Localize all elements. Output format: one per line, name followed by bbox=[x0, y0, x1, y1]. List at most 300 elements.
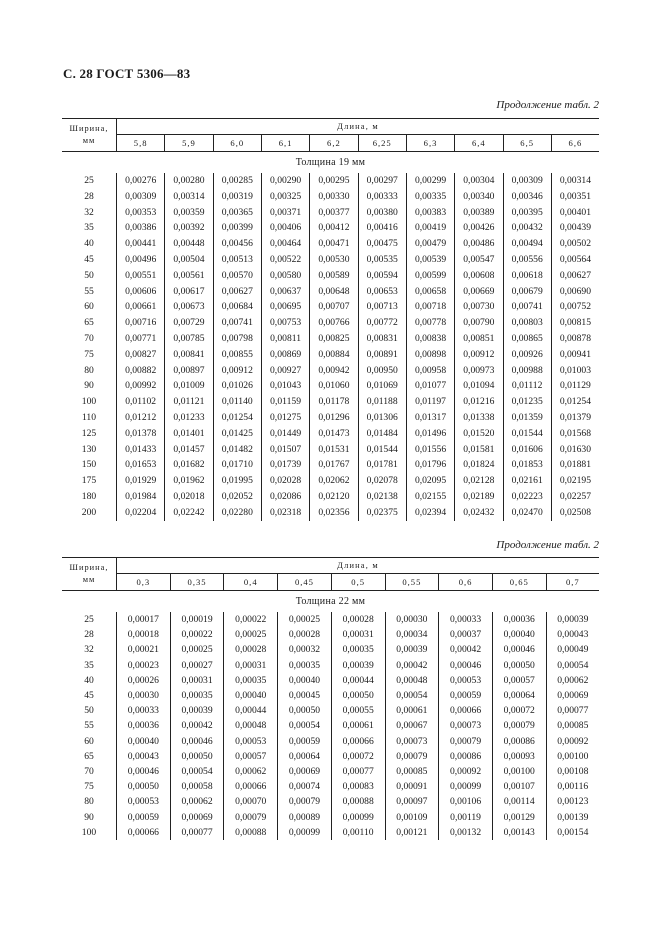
length-column-header: Длина, м bbox=[117, 119, 600, 135]
width-cell: 32 bbox=[84, 206, 94, 218]
value-cell: 0,00564 bbox=[551, 252, 599, 268]
value-cell: 0,00035 bbox=[170, 688, 224, 703]
value-cell: 0,00031 bbox=[170, 673, 224, 688]
value-cell: 0,02223 bbox=[503, 489, 551, 505]
table-continuation-label: Продолжение табл. 2 bbox=[496, 539, 599, 551]
value-cell: 0,00897 bbox=[165, 363, 213, 379]
value-cell: 0,00073 bbox=[439, 718, 493, 733]
width-cell: 60 bbox=[84, 735, 94, 747]
value-cell: 0,00019 bbox=[170, 612, 224, 627]
value-cell: 0,00771 bbox=[117, 331, 165, 347]
value-cell: 0,00073 bbox=[385, 734, 439, 749]
table-row bbox=[62, 703, 599, 718]
table-row bbox=[62, 378, 599, 394]
length-cell: 0,7 bbox=[546, 574, 599, 591]
value-cell: 0,00035 bbox=[224, 673, 278, 688]
value-cell: 0,00661 bbox=[117, 299, 165, 315]
value-cell: 0,00057 bbox=[224, 749, 278, 764]
width-cell: 45 bbox=[84, 253, 94, 265]
value-cell: 0,00139 bbox=[546, 810, 599, 825]
value-cell: 0,00050 bbox=[170, 749, 224, 764]
value-cell: 0,00143 bbox=[492, 825, 546, 840]
value-cell: 0,00062 bbox=[546, 673, 599, 688]
value-cell: 0,00330 bbox=[310, 189, 358, 205]
length-cell: 6,25 bbox=[358, 135, 406, 152]
value-cell: 0,00030 bbox=[385, 612, 439, 627]
length-cell: 0,45 bbox=[278, 574, 332, 591]
value-cell: 0,01606 bbox=[503, 442, 551, 458]
table-row bbox=[62, 299, 599, 315]
value-cell: 0,00551 bbox=[117, 268, 165, 284]
value-cell: 0,00055 bbox=[331, 703, 385, 718]
value-cell: 0,00099 bbox=[439, 779, 493, 794]
value-cell: 0,00033 bbox=[439, 612, 493, 627]
value-cell: 0,01043 bbox=[261, 378, 309, 394]
value-cell: 0,00580 bbox=[261, 268, 309, 284]
length-cell: 0,5 bbox=[331, 574, 385, 591]
width-cell: 200 bbox=[81, 506, 97, 518]
value-cell: 0,00280 bbox=[165, 173, 213, 189]
value-cell: 0,00314 bbox=[551, 173, 599, 189]
value-cell: 0,00042 bbox=[170, 718, 224, 733]
width-cell: 125 bbox=[81, 427, 97, 439]
value-cell: 0,02280 bbox=[213, 505, 261, 521]
value-cell: 0,00927 bbox=[261, 363, 309, 379]
volume-table-19mm bbox=[62, 118, 599, 521]
value-cell: 0,01962 bbox=[165, 473, 213, 489]
value-cell: 0,00958 bbox=[406, 363, 454, 379]
value-cell: 0,00070 bbox=[224, 794, 278, 809]
value-cell: 0,00046 bbox=[439, 658, 493, 673]
value-cell: 0,00023 bbox=[117, 658, 171, 673]
value-cell: 0,00074 bbox=[278, 779, 332, 794]
value-cell: 0,00054 bbox=[546, 658, 599, 673]
value-cell: 0,00340 bbox=[455, 189, 503, 205]
value-cell: 0,00116 bbox=[546, 779, 599, 794]
length-cell: 0,65 bbox=[492, 574, 546, 591]
value-cell: 0,00803 bbox=[503, 315, 551, 331]
value-cell: 0,00099 bbox=[331, 810, 385, 825]
length-cell: 6,5 bbox=[503, 135, 551, 152]
value-cell: 0,00741 bbox=[503, 299, 551, 315]
value-cell: 0,02508 bbox=[551, 505, 599, 521]
value-cell: 0,00608 bbox=[455, 268, 503, 284]
value-cell: 0,01159 bbox=[261, 394, 309, 410]
value-cell: 0,00050 bbox=[117, 779, 171, 794]
width-cell: 70 bbox=[84, 766, 94, 778]
value-cell: 0,00406 bbox=[261, 220, 309, 236]
value-cell: 0,00106 bbox=[439, 794, 493, 809]
value-cell: 0,02242 bbox=[165, 505, 213, 521]
value-cell: 0,01378 bbox=[117, 426, 165, 442]
length-cell: 6,3 bbox=[406, 135, 454, 152]
width-cell: 65 bbox=[84, 317, 94, 329]
table-row bbox=[62, 410, 599, 426]
value-cell: 0,01433 bbox=[117, 442, 165, 458]
value-cell: 0,01212 bbox=[117, 410, 165, 426]
value-cell: 0,00504 bbox=[165, 252, 213, 268]
length-values-row bbox=[62, 135, 599, 152]
value-cell: 0,01338 bbox=[455, 410, 503, 426]
width-cell: 25 bbox=[84, 614, 94, 625]
value-cell: 0,00741 bbox=[213, 315, 261, 331]
value-cell: 0,01060 bbox=[310, 378, 358, 394]
value-cell: 0,00377 bbox=[310, 205, 358, 221]
value-cell: 0,00040 bbox=[278, 673, 332, 688]
width-cell: 60 bbox=[84, 301, 94, 313]
page-title: С. 28 ГОСТ 5306—83 bbox=[63, 66, 191, 81]
value-cell: 0,00048 bbox=[385, 673, 439, 688]
table-row bbox=[62, 779, 599, 794]
value-cell: 0,00079 bbox=[439, 734, 493, 749]
value-cell: 0,01581 bbox=[455, 442, 503, 458]
value-cell: 0,00017 bbox=[117, 612, 171, 627]
value-cell: 0,00684 bbox=[213, 299, 261, 315]
value-cell: 0,00399 bbox=[213, 220, 261, 236]
length-cell: 6,0 bbox=[213, 135, 261, 152]
value-cell: 0,00053 bbox=[224, 734, 278, 749]
value-cell: 0,00441 bbox=[117, 236, 165, 252]
value-cell: 0,00039 bbox=[546, 612, 599, 627]
value-cell: 0,00627 bbox=[551, 268, 599, 284]
value-cell: 0,00535 bbox=[358, 252, 406, 268]
value-cell: 0,01630 bbox=[551, 442, 599, 458]
value-cell: 0,00539 bbox=[406, 252, 454, 268]
value-cell: 0,00716 bbox=[117, 315, 165, 331]
value-cell: 0,00032 bbox=[278, 642, 332, 657]
value-cell: 0,00072 bbox=[492, 703, 546, 718]
width-cell: 175 bbox=[81, 475, 97, 487]
width-cell: 130 bbox=[81, 443, 97, 455]
thickness-label: Толщина 19 мм bbox=[295, 157, 366, 168]
width-column-header: Ширина, мм bbox=[62, 119, 117, 152]
value-cell: 0,00043 bbox=[117, 749, 171, 764]
length-cell: 6,1 bbox=[261, 135, 309, 152]
table-row bbox=[62, 658, 599, 673]
width-cell: 28 bbox=[84, 190, 94, 202]
value-cell: 0,00395 bbox=[503, 205, 551, 221]
value-cell: 0,00119 bbox=[439, 810, 493, 825]
value-cell: 0,00891 bbox=[358, 347, 406, 363]
value-cell: 0,01094 bbox=[455, 378, 503, 394]
table-row bbox=[62, 284, 599, 300]
value-cell: 0,01995 bbox=[213, 473, 261, 489]
value-cell: 0,00040 bbox=[492, 627, 546, 642]
value-cell: 0,01009 bbox=[165, 378, 213, 394]
value-cell: 0,01233 bbox=[165, 410, 213, 426]
value-cell: 0,00648 bbox=[310, 284, 358, 300]
value-cell: 0,00618 bbox=[503, 268, 551, 284]
value-cell: 0,00091 bbox=[385, 779, 439, 794]
value-cell: 0,00099 bbox=[278, 825, 332, 840]
table-row bbox=[62, 315, 599, 331]
value-cell: 0,00031 bbox=[224, 658, 278, 673]
value-cell: 0,00486 bbox=[455, 236, 503, 252]
value-cell: 0,00027 bbox=[170, 658, 224, 673]
width-cell: 110 bbox=[81, 411, 97, 423]
value-cell: 0,00494 bbox=[503, 236, 551, 252]
value-cell: 0,00556 bbox=[503, 252, 551, 268]
value-cell: 0,00045 bbox=[278, 688, 332, 703]
value-cell: 0,00033 bbox=[117, 703, 171, 718]
value-cell: 0,00061 bbox=[331, 718, 385, 733]
value-cell: 0,00766 bbox=[310, 315, 358, 331]
value-cell: 0,02028 bbox=[261, 473, 309, 489]
value-cell: 0,00028 bbox=[278, 627, 332, 642]
length-cell: 6,6 bbox=[551, 135, 599, 152]
value-cell: 0,01781 bbox=[358, 457, 406, 473]
value-cell: 0,02155 bbox=[406, 489, 454, 505]
value-cell: 0,01653 bbox=[117, 457, 165, 473]
value-cell: 0,00351 bbox=[551, 189, 599, 205]
value-cell: 0,00412 bbox=[310, 220, 358, 236]
value-cell: 0,01359 bbox=[503, 410, 551, 426]
value-cell: 0,01556 bbox=[406, 442, 454, 458]
value-cell: 0,01473 bbox=[310, 426, 358, 442]
value-cell: 0,01275 bbox=[261, 410, 309, 426]
value-cell: 0,00110 bbox=[331, 825, 385, 840]
value-cell: 0,00570 bbox=[213, 268, 261, 284]
value-cell: 0,00297 bbox=[358, 173, 406, 189]
value-cell: 0,00154 bbox=[546, 825, 599, 840]
table-row bbox=[62, 426, 599, 442]
value-cell: 0,00658 bbox=[406, 284, 454, 300]
value-cell: 0,00042 bbox=[385, 658, 439, 673]
value-cell: 0,00299 bbox=[406, 173, 454, 189]
value-cell: 0,00044 bbox=[331, 673, 385, 688]
value-cell: 0,00079 bbox=[492, 718, 546, 733]
width-cell: 35 bbox=[84, 222, 94, 234]
value-cell: 0,00049 bbox=[546, 642, 599, 657]
value-cell: 0,00042 bbox=[439, 642, 493, 657]
value-cell: 0,00062 bbox=[224, 764, 278, 779]
value-cell: 0,00878 bbox=[551, 331, 599, 347]
value-cell: 0,00825 bbox=[310, 331, 358, 347]
table-row bbox=[62, 642, 599, 657]
value-cell: 0,01544 bbox=[503, 426, 551, 442]
value-cell: 0,01824 bbox=[455, 457, 503, 473]
value-cell: 0,01984 bbox=[117, 489, 165, 505]
value-cell: 0,00036 bbox=[492, 612, 546, 627]
table-row bbox=[62, 612, 599, 627]
length-cell: 6,4 bbox=[455, 135, 503, 152]
value-cell: 0,00050 bbox=[278, 703, 332, 718]
value-cell: 0,00021 bbox=[117, 642, 171, 657]
value-cell: 0,00083 bbox=[331, 779, 385, 794]
value-cell: 0,00617 bbox=[165, 284, 213, 300]
value-cell: 0,00772 bbox=[358, 315, 406, 331]
value-cell: 0,00059 bbox=[278, 734, 332, 749]
value-cell: 0,00037 bbox=[439, 627, 493, 642]
value-cell: 0,00941 bbox=[551, 347, 599, 363]
value-cell: 0,00025 bbox=[224, 627, 278, 642]
value-cell: 0,00028 bbox=[331, 612, 385, 627]
width-cell: 90 bbox=[84, 811, 94, 823]
value-cell: 0,00085 bbox=[385, 764, 439, 779]
value-cell: 0,00022 bbox=[170, 627, 224, 642]
value-cell: 0,01140 bbox=[213, 394, 261, 410]
value-cell: 0,01296 bbox=[310, 410, 358, 426]
value-cell: 0,00841 bbox=[165, 347, 213, 363]
value-cell: 0,01254 bbox=[213, 410, 261, 426]
width-cell: 75 bbox=[84, 781, 94, 793]
value-cell: 0,00606 bbox=[117, 284, 165, 300]
value-cell: 0,00522 bbox=[261, 252, 309, 268]
value-cell: 0,00276 bbox=[117, 173, 165, 189]
value-cell: 0,01457 bbox=[165, 442, 213, 458]
value-cell: 0,00064 bbox=[492, 688, 546, 703]
table-row bbox=[62, 473, 599, 489]
value-cell: 0,00599 bbox=[406, 268, 454, 284]
value-cell: 0,00669 bbox=[455, 284, 503, 300]
value-cell: 0,00085 bbox=[546, 718, 599, 733]
width-cell: 35 bbox=[84, 659, 94, 671]
value-cell: 0,00036 bbox=[117, 718, 171, 733]
value-cell: 0,01003 bbox=[551, 363, 599, 379]
value-cell: 0,00309 bbox=[503, 173, 551, 189]
table-row bbox=[62, 189, 599, 205]
value-cell: 0,02318 bbox=[261, 505, 309, 521]
table-row bbox=[62, 347, 599, 363]
width-cell: 90 bbox=[84, 380, 94, 392]
value-cell: 0,00353 bbox=[117, 205, 165, 221]
value-cell: 0,00851 bbox=[455, 331, 503, 347]
value-cell: 0,01449 bbox=[261, 426, 309, 442]
value-cell: 0,02018 bbox=[165, 489, 213, 505]
value-cell: 0,00314 bbox=[165, 189, 213, 205]
value-cell: 0,00129 bbox=[492, 810, 546, 825]
value-cell: 0,00513 bbox=[213, 252, 261, 268]
value-cell: 0,00050 bbox=[492, 658, 546, 673]
value-cell: 0,00988 bbox=[503, 363, 551, 379]
length-values-row bbox=[62, 574, 599, 591]
value-cell: 0,00679 bbox=[503, 284, 551, 300]
table-row bbox=[62, 810, 599, 825]
value-cell: 0,01929 bbox=[117, 473, 165, 489]
value-cell: 0,02128 bbox=[455, 473, 503, 489]
value-cell: 0,00707 bbox=[310, 299, 358, 315]
value-cell: 0,02161 bbox=[503, 473, 551, 489]
value-cell: 0,00050 bbox=[331, 688, 385, 703]
table-row bbox=[62, 673, 599, 688]
table-row bbox=[62, 489, 599, 505]
value-cell: 0,00057 bbox=[492, 673, 546, 688]
width-cell: 75 bbox=[84, 348, 94, 360]
value-cell: 0,00097 bbox=[385, 794, 439, 809]
table-row bbox=[62, 734, 599, 749]
value-cell: 0,00950 bbox=[358, 363, 406, 379]
value-cell: 0,00432 bbox=[503, 220, 551, 236]
value-cell: 0,00046 bbox=[117, 764, 171, 779]
table-row bbox=[62, 394, 599, 410]
value-cell: 0,00730 bbox=[455, 299, 503, 315]
table-row bbox=[62, 794, 599, 809]
value-cell: 0,02095 bbox=[406, 473, 454, 489]
value-cell: 0,00319 bbox=[213, 189, 261, 205]
width-cell: 80 bbox=[84, 364, 94, 376]
value-cell: 0,00713 bbox=[358, 299, 406, 315]
width-cell: 150 bbox=[81, 459, 97, 471]
value-cell: 0,00718 bbox=[406, 299, 454, 315]
value-cell: 0,00046 bbox=[492, 642, 546, 657]
value-cell: 0,00831 bbox=[358, 331, 406, 347]
value-cell: 0,00079 bbox=[224, 810, 278, 825]
value-cell: 0,00926 bbox=[503, 347, 551, 363]
length-cell: 0,3 bbox=[117, 574, 171, 591]
value-cell: 0,00132 bbox=[439, 825, 493, 840]
value-cell: 0,00039 bbox=[331, 658, 385, 673]
value-cell: 0,00882 bbox=[117, 363, 165, 379]
value-cell: 0,01739 bbox=[261, 457, 309, 473]
value-cell: 0,00884 bbox=[310, 347, 358, 363]
value-cell: 0,01507 bbox=[261, 442, 309, 458]
width-cell: 70 bbox=[84, 332, 94, 344]
volume-table-22mm bbox=[62, 557, 599, 840]
value-cell: 0,00838 bbox=[406, 331, 454, 347]
value-cell: 0,01853 bbox=[503, 457, 551, 473]
value-cell: 0,00086 bbox=[439, 749, 493, 764]
table-row bbox=[62, 173, 599, 189]
width-column-header: Ширина, мм bbox=[62, 558, 117, 591]
value-cell: 0,00031 bbox=[331, 627, 385, 642]
value-cell: 0,01317 bbox=[406, 410, 454, 426]
value-cell: 0,00018 bbox=[117, 627, 171, 642]
value-cell: 0,00092 bbox=[439, 764, 493, 779]
value-cell: 0,00386 bbox=[117, 220, 165, 236]
value-cell: 0,02356 bbox=[310, 505, 358, 521]
value-cell: 0,01188 bbox=[358, 394, 406, 410]
value-cell: 0,02120 bbox=[310, 489, 358, 505]
value-cell: 0,01077 bbox=[406, 378, 454, 394]
value-cell: 0,00365 bbox=[213, 205, 261, 221]
value-cell: 0,00039 bbox=[385, 642, 439, 657]
length-cell: 0,6 bbox=[439, 574, 493, 591]
table-row bbox=[62, 268, 599, 284]
value-cell: 0,01102 bbox=[117, 394, 165, 410]
value-cell: 0,00054 bbox=[170, 764, 224, 779]
value-cell: 0,00304 bbox=[455, 173, 503, 189]
thickness-row bbox=[62, 591, 599, 613]
value-cell: 0,00811 bbox=[261, 331, 309, 347]
value-cell: 0,00479 bbox=[406, 236, 454, 252]
value-cell: 0,02086 bbox=[261, 489, 309, 505]
table-row bbox=[62, 442, 599, 458]
value-cell: 0,01520 bbox=[455, 426, 503, 442]
value-cell: 0,01568 bbox=[551, 426, 599, 442]
value-cell: 0,00025 bbox=[170, 642, 224, 657]
table-row bbox=[62, 331, 599, 347]
value-cell: 0,02257 bbox=[551, 489, 599, 505]
table-row bbox=[62, 718, 599, 733]
value-cell: 0,02189 bbox=[455, 489, 503, 505]
value-cell: 0,00059 bbox=[117, 810, 171, 825]
value-cell: 0,00022 bbox=[224, 612, 278, 627]
value-cell: 0,00046 bbox=[170, 734, 224, 749]
value-cell: 0,00043 bbox=[546, 627, 599, 642]
value-cell: 0,00333 bbox=[358, 189, 406, 205]
value-cell: 0,00695 bbox=[261, 299, 309, 315]
value-cell: 0,00547 bbox=[455, 252, 503, 268]
value-cell: 0,00502 bbox=[551, 236, 599, 252]
value-cell: 0,00040 bbox=[117, 734, 171, 749]
value-cell: 0,01112 bbox=[503, 378, 551, 394]
value-cell: 0,00066 bbox=[331, 734, 385, 749]
value-cell: 0,00992 bbox=[117, 378, 165, 394]
width-cell: 55 bbox=[84, 285, 94, 297]
value-cell: 0,00088 bbox=[224, 825, 278, 840]
value-cell: 0,00069 bbox=[546, 688, 599, 703]
value-cell: 0,00798 bbox=[213, 331, 261, 347]
